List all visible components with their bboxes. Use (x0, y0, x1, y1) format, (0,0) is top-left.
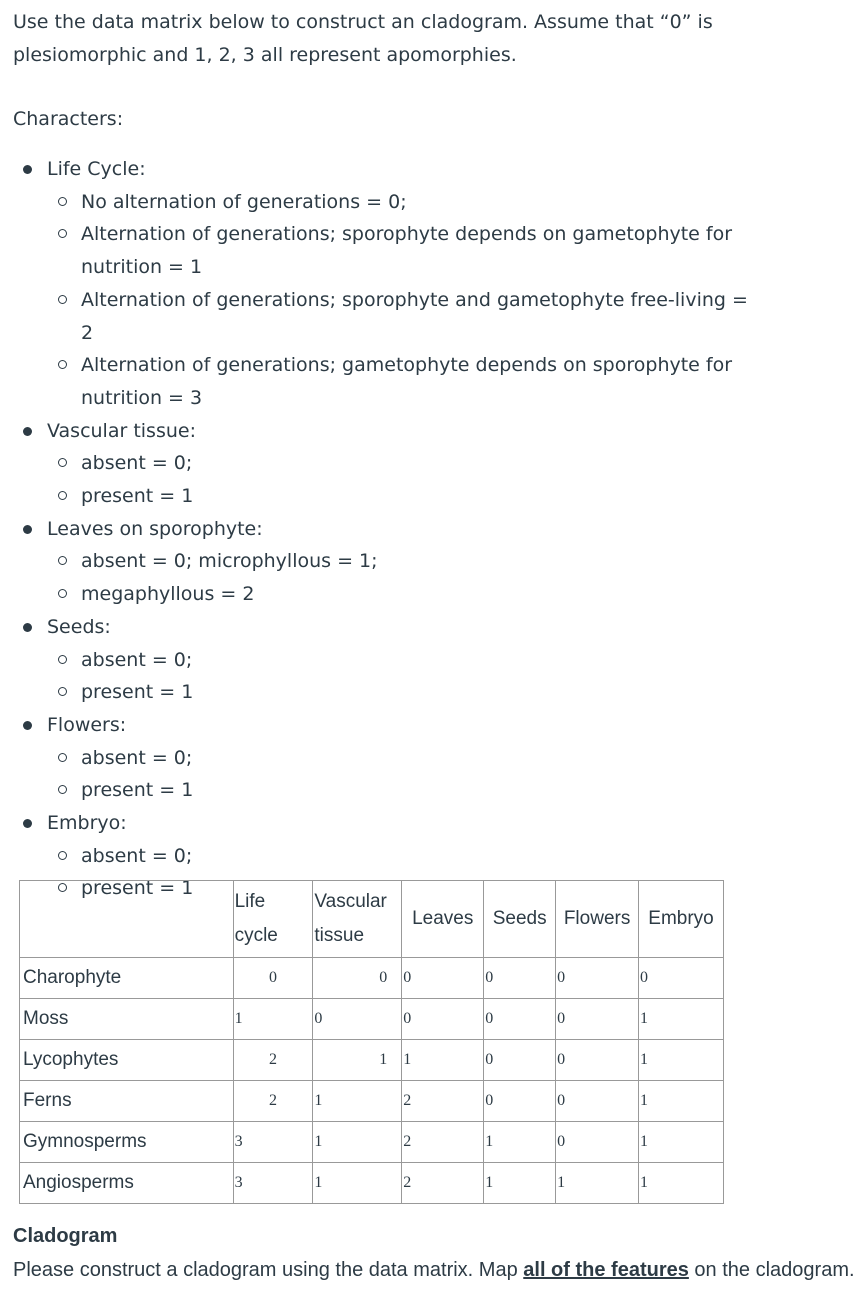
table-header: Leaves (402, 881, 484, 958)
table-cell: 0 (484, 1040, 556, 1081)
table-cell: 1 (639, 999, 724, 1040)
table-row (20, 958, 724, 999)
table-row (20, 1122, 724, 1163)
character-state: absent = 0; (81, 447, 760, 480)
table-cell: 2 (233, 1081, 313, 1122)
table-cell: 2 (402, 1122, 484, 1163)
table-cell: 1 (313, 1081, 402, 1122)
table-row (20, 999, 724, 1040)
cladogram-text-after: on the cladogram. (688, 1259, 855, 1281)
table-cell: 0 (313, 958, 402, 999)
character-seeds (47, 611, 760, 709)
character-life-cycle (47, 153, 760, 415)
table-cell: 1 (402, 1040, 484, 1081)
character-state: present = 1 (81, 480, 760, 513)
taxon-name: Lycophytes (20, 1040, 234, 1081)
character-state: No alternation of generations = 0; (81, 186, 760, 219)
table-cell: 0 (556, 999, 639, 1040)
table-cell: 0 (233, 958, 313, 999)
table-cell: 1 (639, 1081, 724, 1122)
table-header: Life cycle (233, 881, 313, 958)
table-cell: 1 (639, 1122, 724, 1163)
character-name: Vascular tissue: (47, 419, 196, 442)
character-name: Life Cycle: (47, 158, 146, 180)
character-state: absent = 0; (81, 742, 760, 775)
table-header: Vascular tissue (313, 881, 402, 958)
table-header-row (20, 881, 724, 958)
table-row (20, 1163, 724, 1204)
table-cell: 0 (484, 999, 556, 1040)
character-state: present = 1 (81, 676, 760, 709)
taxon-name: Charophyte (20, 958, 234, 999)
table-cell: 0 (556, 1040, 639, 1081)
character-state: absent = 0; (81, 644, 760, 677)
character-state: present = 1 (81, 872, 760, 905)
character-state: megaphyllous = 2 (81, 578, 760, 611)
instructions-text: Use the data matrix below to construct an cladogram. Assume that “0” is plesiomorphic and 1, 2, 3 all represent apomorphies. (13, 11, 713, 66)
table-cell: 1 (639, 1163, 724, 1204)
table-cell: 0 (484, 958, 556, 999)
table-cell: 1 (484, 1122, 556, 1163)
taxon-name: Gymnosperms (20, 1122, 234, 1163)
emphasis-text: all of the features (523, 1259, 689, 1281)
character-flowers (47, 709, 760, 807)
table-cell: 3 (233, 1163, 313, 1204)
table-header: Flowers (556, 881, 639, 958)
characters-heading: Characters: (13, 108, 124, 130)
table-header: Seeds (484, 881, 556, 958)
table-cell: 1 (639, 1040, 724, 1081)
taxon-name: Moss (20, 999, 234, 1040)
taxon-name: Angiosperms (20, 1163, 234, 1204)
character-name: Seeds: (47, 615, 111, 638)
table-header (20, 881, 234, 958)
table-row (20, 1040, 724, 1081)
cladogram-instructions (13, 1256, 855, 1284)
table-header: Embryo (639, 881, 724, 958)
table-row (20, 1081, 724, 1122)
table-cell: 1 (313, 1122, 402, 1163)
table-cell: 1 (484, 1163, 556, 1204)
table-cell: 1 (313, 1040, 402, 1081)
character-name: Flowers: (47, 713, 127, 736)
table-cell: 0 (313, 999, 402, 1040)
table-cell: 2 (402, 1081, 484, 1122)
table-cell: 2 (402, 1163, 484, 1204)
table-cell: 0 (484, 1081, 556, 1122)
character-vascular-tissue (47, 415, 760, 513)
character-state: absent = 0; microphyllous = 1; (81, 545, 760, 578)
table-cell: 0 (556, 1081, 639, 1122)
table-cell: 0 (556, 1122, 639, 1163)
cladogram-heading: Cladogram (13, 1225, 118, 1247)
table-cell: 1 (233, 999, 313, 1040)
taxon-name: Ferns (20, 1081, 234, 1122)
character-name: Leaves on sporophyte: (47, 517, 263, 540)
table-cell: 0 (556, 958, 639, 999)
character-state: absent = 0; (81, 840, 760, 873)
table-cell: 1 (313, 1163, 402, 1204)
table-cell: 0 (639, 958, 724, 999)
characters-list (0, 153, 760, 905)
data-matrix-table (19, 880, 724, 1204)
cladogram-text-before: Please construct a cladogram using the data matrix. Map (13, 1259, 524, 1281)
table-cell: 0 (402, 958, 484, 999)
table-cell: 3 (233, 1122, 313, 1163)
character-state: present = 1 (81, 774, 760, 807)
table-cell: 0 (402, 999, 484, 1040)
table-cell: 2 (233, 1040, 313, 1081)
character-leaves (47, 513, 760, 611)
table-cell: 1 (556, 1163, 639, 1204)
character-state: Alternation of generations; sporophyte depends on gametophyte for nutrition = 1 (81, 218, 760, 283)
character-state: Alternation of generations; sporophyte and gametophyte free-living = 2 (81, 284, 760, 349)
character-state: Alternation of generations; gametophyte depends on sporophyte for nutrition = 3 (81, 349, 760, 414)
character-name: Embryo: (47, 812, 127, 835)
